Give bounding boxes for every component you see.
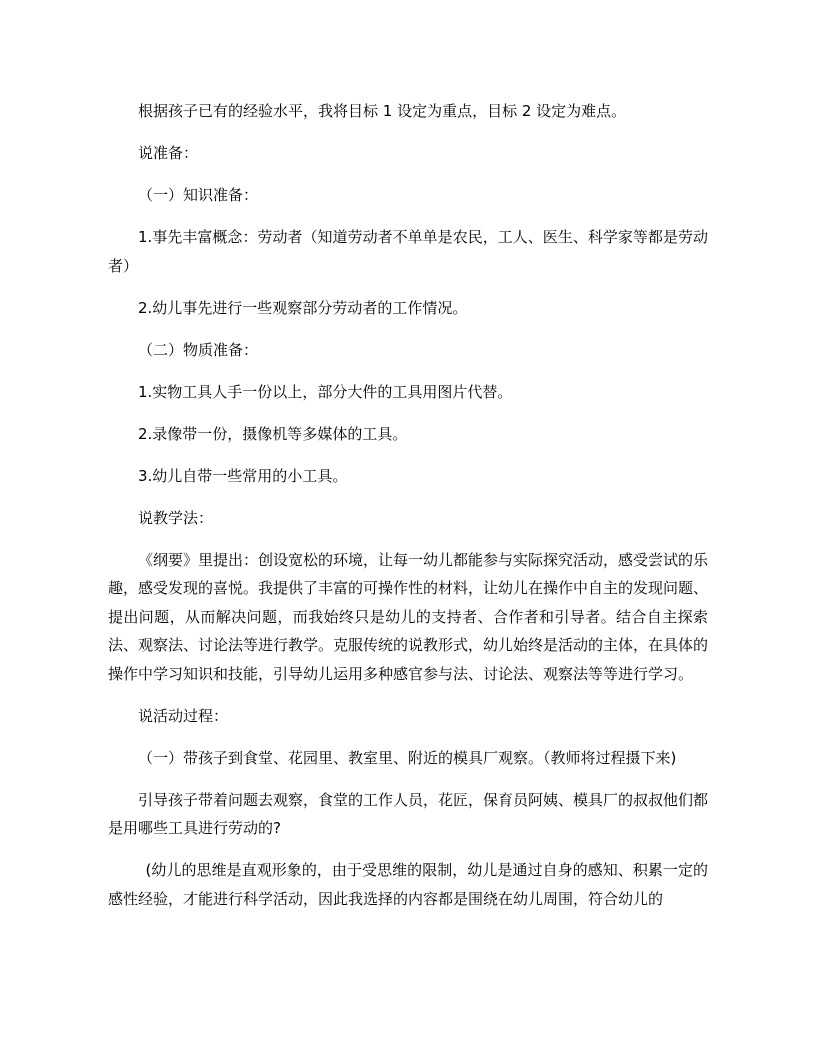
paragraph-material-item-3: 3.幼儿自带一些常用的小工具。 [138,466,348,485]
heading-teaching-methods: 说教学法： [138,508,214,527]
paragraph-teaching-methods: 《纲要》里提出：创设宽松的环境，让每一幼儿都能参与实际探究活动，感受尝试的乐趣，感受发现的喜悦。我提供了丰富的可操作性的材料，让幼儿在操作中自主的发现问题、提出问题，从而解决问题，而我始终只是幼儿的支持者、合作者和引导者。结合自主探索法、观察法、讨论法等进行教学。克服传统的说教形式，幼儿始终是活动的主体，在具体的操作中学习知识和技能，引导幼儿运用多种感官参与法、讨论法、观察法等等进行学习。 [108,550,709,683]
paragraph-child-thinking: (幼儿的思维是直观形象的，由于受思维的限制，幼儿是通过自身的感知、积累一定的感性经验，才能进行科学活动，因此我选择的内容都是围绕在幼儿周围，符合幼儿的 [108,861,708,908]
paragraph-goal-focus: 根据孩子已有的经验水平，我将目标 1 设定为重点，目标 2 设定为难点。 [138,102,627,120]
subheading-material-preparation: （二）物质准备： [138,340,259,359]
subheading-activity-step-1: （一）带孩子到食堂、花园里、教室里、附近的模具厂观察。（教师将过程摄下来) [138,748,677,767]
heading-preparation: 说准备： [138,144,199,162]
paragraph-knowledge-item-2: 2.幼儿事先进行一些观察部分劳动者的工作情况。 [138,298,468,317]
paragraph-knowledge-item-1: 1.事先丰富概念：劳动者（知道劳动者不单单是农民，工人、医生、科学家等都是劳动者） [108,228,708,275]
paragraph-material-item-1: 1.实物工具人手一份以上，部分大件的工具用图片代替。 [138,382,513,401]
heading-activity-process: 说活动过程： [138,706,229,725]
document-page [108,97,708,927]
paragraph-material-item-2: 2.录像带一份，摄像机等多媒体的工具。 [138,424,408,443]
paragraph-guide-observation: 引导孩子带着问题去观察，食堂的工作人员，花匠，保育员阿姨、模具厂的叔叔他们都是用哪些工具进行劳动的? [108,790,709,837]
subheading-knowledge-preparation: （一）知识准备： [138,186,259,204]
